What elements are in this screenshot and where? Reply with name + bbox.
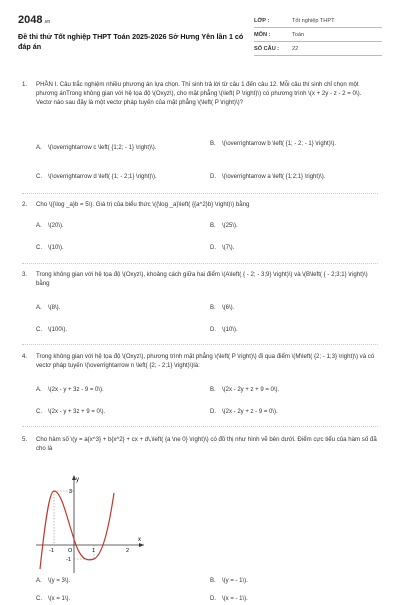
tick-y-neg: -1	[66, 557, 71, 563]
header	[18, 14, 382, 60]
question-number: 1.	[22, 81, 28, 88]
question-3	[22, 270, 378, 350]
option-d[interactable]: D. \(\overrightarrow a \left( {1;2;1} \right)\).	[210, 174, 326, 180]
question-number: 3.	[22, 271, 28, 278]
option-c[interactable]: C. \(10\).	[36, 245, 64, 251]
tick-y-top: 3	[69, 489, 73, 495]
tick-x-2: 2	[126, 548, 130, 554]
question-text: Cho hàm số \(y = a{x^3} + b{x^2} + cx + d\,\left( {a \ne 0} \right)\) có đồ thị như hình vẽ bên dưới. Điểm cực tiểu của hàm số đã cho là	[36, 436, 377, 452]
option-c[interactable]: C. \(100\).	[36, 327, 68, 333]
tick-x-pos: 1	[92, 548, 96, 554]
meta-subject: MÔN : Toán	[254, 28, 382, 42]
function-graph	[36, 473, 146, 573]
option-d[interactable]: D. \(7\).	[210, 245, 235, 251]
option-c[interactable]: C. \(x = 1\).	[36, 596, 71, 602]
x-axis-arrow	[139, 543, 144, 547]
question-number: 2.	[22, 201, 28, 208]
option-d[interactable]: D. \(2x - 2y + z - 9 = 0\).	[210, 409, 278, 415]
question-5	[22, 435, 378, 605]
option-a[interactable]: A. \(8\).	[36, 305, 61, 311]
option-a[interactable]: A. \(\overrightarrow c \left( {1;2; - 1} \right)\).	[36, 145, 157, 151]
question-2	[22, 200, 378, 260]
divider	[22, 263, 378, 264]
tick-x-neg: -1	[49, 548, 54, 554]
option-a[interactable]: A. \(y = 3\).	[36, 578, 71, 584]
option-d[interactable]: D. \(x = - 1\).	[210, 596, 248, 602]
exam-title: Đề thi thử Tốt nghiệp THPT Toán 2025-2026 Sở Hưng Yên lần 1 có đáp án	[18, 32, 244, 51]
question-4	[22, 352, 378, 432]
cubic-curve	[40, 491, 114, 569]
exam-meta	[254, 14, 382, 56]
meta-count: SỐ CÂU : 22	[254, 42, 382, 56]
question-text: Cho \({\log _a}b = 5\). Giá trị của biểu thức \({\log _a}\left( {{a^2}b} \right)\) bằng	[36, 201, 250, 208]
question-text: Trong không gian với hệ tọa độ \(Oxyz\), phương trình mặt phẳng \(\left( P \right)\) đi qua điểm \(M\left( {2; - 1;3} \right)\) và có vectơ pháp tuyến \(\overrightarrow n \left( {2; - 2;1} \right)\)là:	[36, 353, 375, 369]
x-axis-label: x	[138, 537, 141, 543]
option-c[interactable]: C. \(\overrightarrow d \left( {1; - 2;1} \right)\).	[36, 174, 157, 180]
question-number: 4.	[22, 353, 28, 360]
option-c[interactable]: C. \(2x - y + 3z + 9 = 0\).	[36, 409, 106, 415]
option-b[interactable]: B. \(\overrightarrow b \left( {1; - 2; - 1} \right)\).	[210, 141, 337, 147]
option-a[interactable]: A. \(2x - y + 3z - 9 = 0\).	[36, 387, 104, 393]
divider	[22, 426, 378, 427]
question-1	[22, 80, 378, 200]
option-d[interactable]: D. \(10\).	[210, 327, 238, 333]
meta-class: LỚP : Tốt nghiệp THPT	[254, 14, 382, 28]
option-b[interactable]: B. \(2x - 2y + z + 9 = 0\).	[210, 387, 280, 393]
y-axis-label: y	[76, 477, 79, 483]
option-b[interactable]: B. \(25\).	[210, 223, 238, 229]
question-text: Trong không gian với hệ tọa độ \(Oxyz\), khoảng cách giữa hai điểm \(A\left( { - 2; - 3;9} \right)\) và \(B\left( { - 2;3;1} \right)\) bằng	[36, 271, 368, 287]
site-logo[interactable]: 2048.vn	[18, 14, 51, 26]
question-text: PHẦN I. Câu trắc nghiệm nhiều phương án lựa chọn. Thí sinh trả lời từ câu 1 đến câu 12. Mỗi câu thí sinh chỉ chọn một phương ánTrong không gian với hệ tọa độ \(Oxyz\), cho mặt phẳng \(\left( P \right)\) có phương trình \(x + 2y - z - 2 = 0\). Vectơ nào sau đây là một vectơ pháp tuyến của mặt phẳng \(\left( P \right)\)?	[36, 81, 362, 106]
divider	[22, 193, 378, 194]
option-a[interactable]: A. \(20\).	[36, 223, 64, 229]
option-b[interactable]: B. \(y = - 1\).	[210, 578, 248, 584]
question-number: 5.	[22, 436, 28, 443]
divider	[22, 344, 378, 345]
origin-label: O	[68, 548, 73, 554]
option-b[interactable]: B. \(6\).	[210, 305, 235, 311]
